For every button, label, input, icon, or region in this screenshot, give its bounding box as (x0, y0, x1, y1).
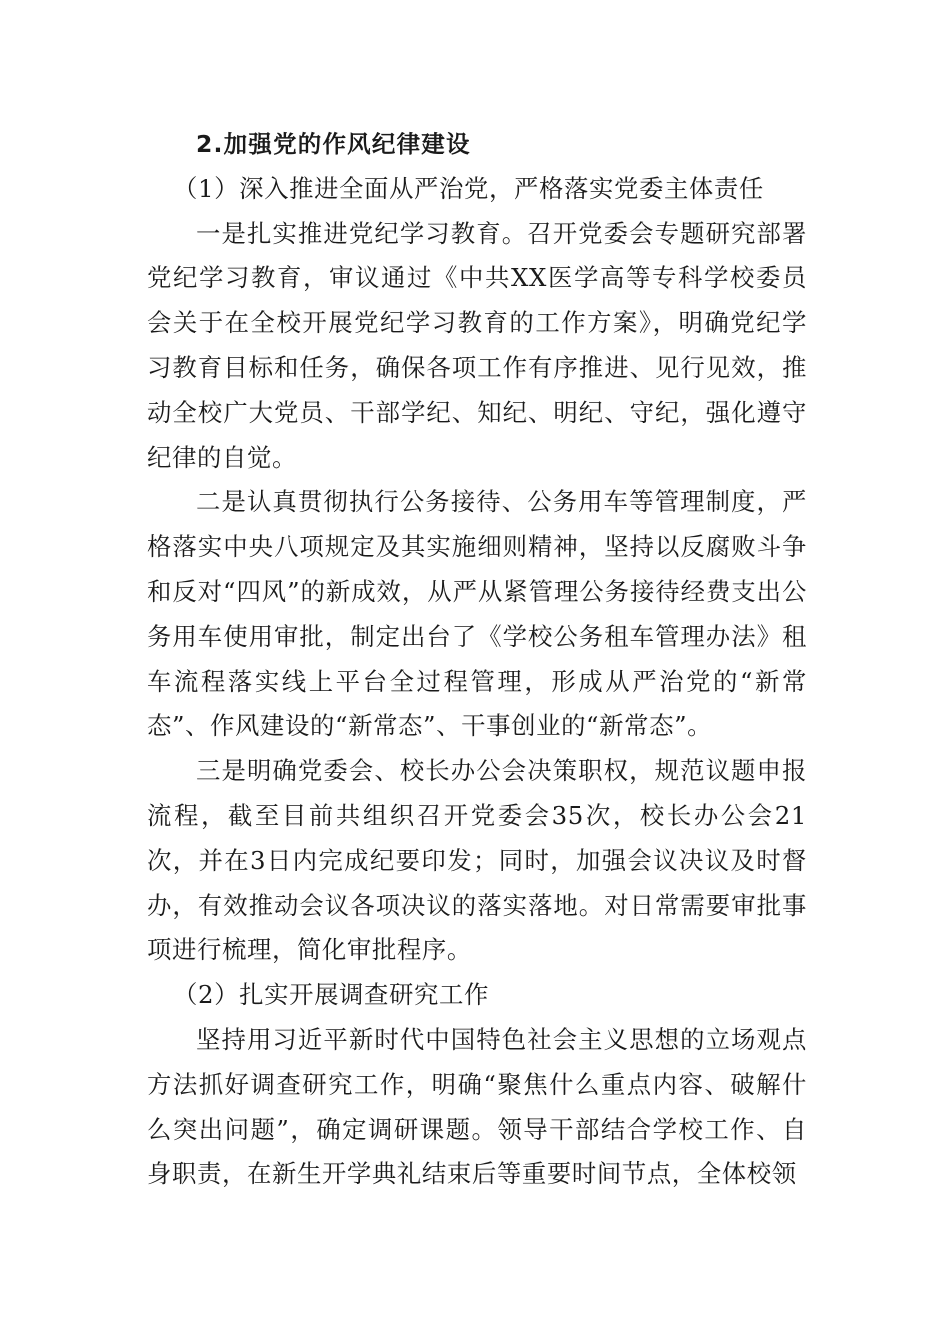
subsection-heading-2: （2）扎实开展调查研究工作 (173, 980, 490, 1010)
paragraph-1: 一是扎实推进党纪学习教育。召开党委会专题研究部署党纪学习教育，审议通过《中共XX医学高等专科学校委员会关于在全校开展党纪学习教育的工作方案》，明确党纪学习教育目标和任务，确保各项工作有序推进、见行见效，推动全校广大党员、干部学纪、知纪、明纪、守纪，强化遵守纪律的自觉。 (147, 218, 807, 472)
paragraph-2: 二是认真贯彻执行公务接待、公务用车等管理制度，严格落实中央八项规定及其实施细则精神，坚持以反腐败斗争和反对“四风”的新成效，从严从紧管理公务接待经费支出公务用车使用审批，制定出台了《学校公务租车管理办法》租车流程落实线上平台全过程管理，形成从严治党的“新常态”、作风建设的“新常态”、干事创业的“新常态”。 (147, 487, 807, 741)
document-body (147, 122, 807, 1197)
subsection-heading-1: （1）深入推进全面从严治党，严格落实党委主体责任 (173, 173, 764, 203)
section-heading: 2.加强党的作风纪律建设 (196, 130, 471, 158)
paragraph-3: 三是明确党委会、校长办公会决策职权，规范议题申报流程，截至目前共组织召开党委会35次，校长办公会21次，并在3日内完成纪要印发；同时，加强会议决议及时督办，有效推动会议各项决议的落实落地。对日常需要审批事项进行梳理，简化审批程序。 (147, 756, 807, 965)
paragraph-4: 坚持用习近平新时代中国特色社会主义思想的立场观点方法抓好调查研究工作，明确“聚焦什么重点内容、破解什么突出问题”，确定调研课题。领导干部结合学校工作、自身职责，在新生开学典礼结束后等重要时间节点，全体校领 (147, 1024, 807, 1189)
